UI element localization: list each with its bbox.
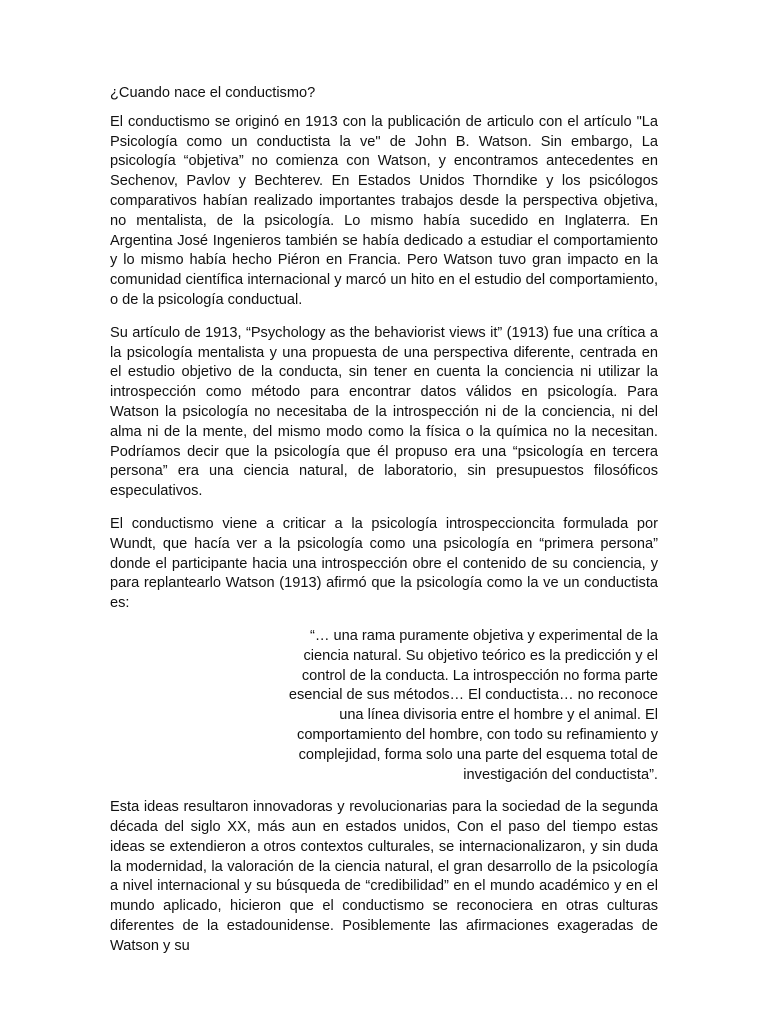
paragraph-critique: El conductismo viene a criticar a la psicología introspeccioncita formulada por Wundt, que hacía ver a la psicología como una psicología en “primera persona” donde el participante hacia una introspección obre el contenido de su conciencia, y para replantearlo Watson (1913) afirmó que la psicología como la ve un conductista es: <box>110 515 658 612</box>
paragraph-watson-article: Su artículo de 1913, “Psychology as the behaviorist views it” (1913) fue una crítica a la psicología mentalista y una propuesta de una perspectiva diferente, centrada en el estudio objetivo de la conducta, sin tener en cuenta la conciencia ni utilizar la introspección como método para encontrar datos válidos en psicología. Para Watson la psicología no necesitaba de la introspección ni de la conciencia, ni del alma ni de la mente, del mismo modo como la física o la química no la necesitan. Podríamos decir que la psicología que él propuso era una “psicología en tercera persona” era una ciencia natural, de laboratorio, sin presupuestos filosóficos especulativos. <box>110 324 658 500</box>
document-page <box>110 84 658 970</box>
watson-quote: “… una rama puramente objetiva y experimental de la ciencia natural. Su objetivo teórico es la predicción y el control de la conducta. La introspección no forma parte esencial de sus métodos… El conductista… no reconoce una línea divisoria entre el hombre y el animal. El comportamiento del hombre, con todo su refinamiento y complejidad, forma solo una parte del esquema total de investigación del conductista”. <box>288 627 658 783</box>
document-title: ¿Cuando nace el conductismo? <box>110 85 316 101</box>
paragraph-closing: Esta ideas resultaron innovadoras y revolucionarias para la sociedad de la segunda década del siglo XX, más aun en estados unidos, Con el paso del tiempo estas ideas se extendieron a otros contextos culturales, se internacionalizaron, y sin duda la modernidad, la valoración de la ciencia natural, el gran desarrollo de la psicología a nivel internacional y su búsqueda de “credibilidad” en el mundo académico y en el mundo aplicado, hicieron que el conductismo se reconociera en otras culturas diferentes de la estadounidense. Posiblemente las afirmaciones exageradas de Watson y su <box>110 799 658 954</box>
paragraph-origin: El conductismo se originó en 1913 con la publicación de articulo con el artículo "La Psicología como un conductista la ve" de John B. Watson. Sin embargo, La psicología “objetiva” no comienza con Watson, y encontramos antecedentes en Sechenov, Pavlov y Bechterev. En Estados Unidos Thorndike y los psicólogos comparativos habían realizado importantes trabajos desde la perspectiva objetiva, no mentalista, de la psicología. Lo mismo había sucedido en Inglaterra. En Argentina José Ingenieros también se había dedicado a estudiar el comportamiento y lo mismo había hecho Piéron en Francia. Pero Watson tuvo gran impacto en la comunidad científica internacional y marcó un hito en el estudio del comportamiento, o de la psicología conductual. <box>110 113 658 308</box>
